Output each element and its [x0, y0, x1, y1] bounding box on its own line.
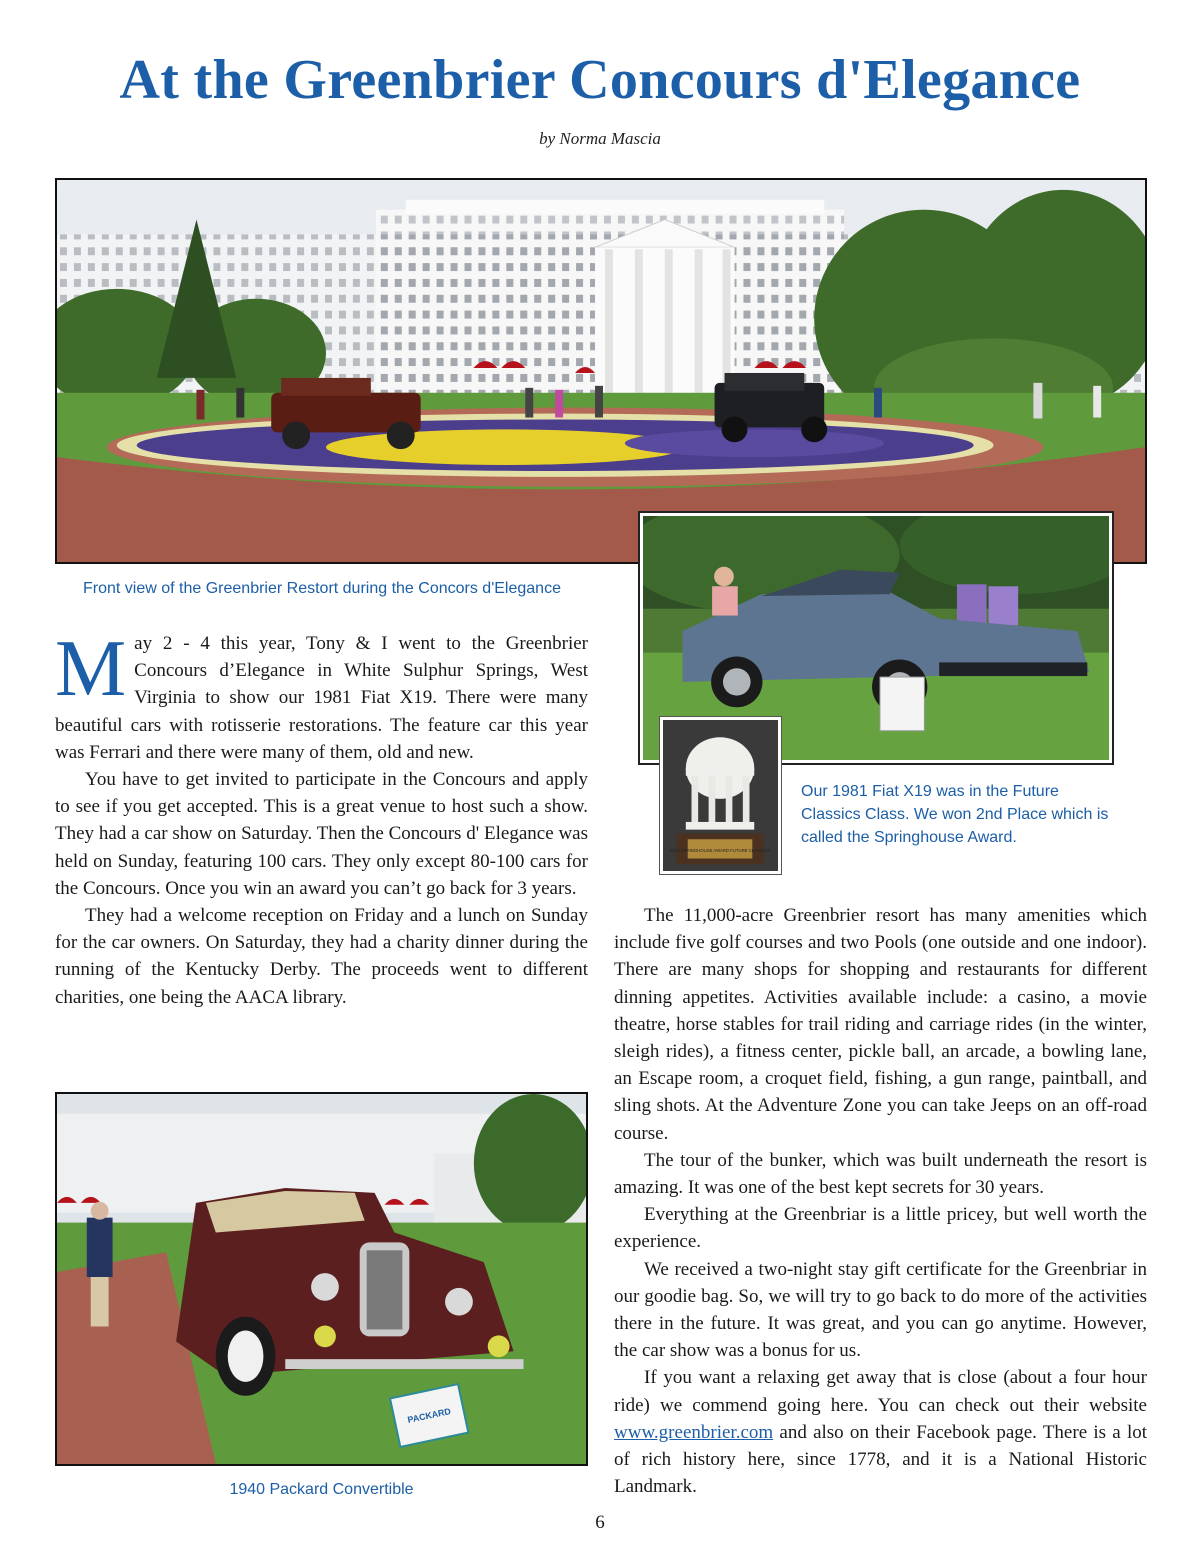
greenbrier-website-link[interactable]: www.greenbrier.com [614, 1421, 774, 1443]
right-column-text [614, 902, 1147, 1500]
trophy-photo [660, 717, 781, 874]
left-paragraph-1: ay 2 - 4 this year, Tony & I went to the Greenbrier Concours d’Elegance in White Sulphur Springs, West Virginia to show our 1981 Fiat X19. There were many beautiful cars with rotisserie restorations. The feature car this year was Ferrari and there were many of them, old and new. [55, 633, 588, 763]
left-column-text [55, 625, 588, 1011]
page-number: 6 [595, 1512, 605, 1533]
resort-photo [55, 178, 1147, 564]
right-paragraph-5-start: If you want a relaxing get away that is close (about a four hour ride) we commend going here. You can check out their website [614, 1367, 1147, 1416]
trophy-image [663, 720, 778, 871]
right-paragraph-2: The tour of the bunker, which was built underneath the resort is amazing. It was one of the best kept secrets for 30 years. [614, 1149, 1147, 1199]
right-paragraph-3: Everything at the Greenbriar is a little pricey, but well worth the experience. [614, 1204, 1147, 1253]
right-paragraph-5-end: and also on their Facebook page. There is a lot of rich history here, since 1778, and it is a National Historic Landmark. [614, 1421, 1148, 1498]
article-title: At the Greenbrier Concours d'Elegance [119, 49, 1081, 111]
resort-photo-caption: Front view of the Greenbrier Restort during the Concors d'Elegance [83, 580, 561, 597]
packard-photo-image [57, 1094, 586, 1464]
resort-photo-image [57, 180, 1145, 562]
packard-sign-text: PACKARD [406, 1406, 452, 1425]
packard-photo-caption: 1940 Packard Convertible [229, 1481, 414, 1498]
packard-photo [55, 1092, 588, 1466]
fiat-photo-caption: Our 1981 Fiat X19 was in the Future Classics Class. We won 2nd Place which is called the Springhouse Award. [801, 783, 1109, 846]
trophy-plaque-text: 2021 SPRINGHOUSE AWARD FUTURE CLASSICS [670, 847, 770, 853]
right-paragraph-1: The 11,000-acre Greenbrier resort has many amenities which include five golf courses and two Pools (one outside and one indoor). There are many shops for shopping and restaurants for different dinning appetites. Activities available include: a casino, a movie theatre, horse stables for trail riding and carriage rides (in the winter, sleigh rides), a fitness center, pickle ball, an arcade, a bowling lane, an Escape room, a croquet field, fishing, a gun range, paintball, and sling shots. At the Adventure Zone you can take Jeeps on an off-road course. [614, 905, 1147, 1144]
right-paragraph-4: We received a two-night stay gift certificate for the Greenbriar in our goodie bag. So, we will try to go back to do more of the activities there in the future. It was great, and you can go anytime. However, the car show was a bonus for us. [614, 1258, 1147, 1362]
drop-cap: M [55, 625, 127, 713]
left-paragraph-3: They had a welcome reception on Friday and a lunch on Sunday for the car owners. On Saturday, they had a charity dinner during the running of the Kentucky Derby. The proceeds went to different charities, one being the AACA library. [55, 905, 588, 1008]
left-paragraph-2: You have to get invited to participate in the Concours and apply to see if you get accepted. This is a great venue to host such a show. They had a car show on Saturday. Then the Concours d' Elegance was held on Sunday, featuring 100 cars. They only except 80-100 cars for the Concours. Once you win an award you can’t go back for 3 years. [55, 769, 588, 899]
byline: by Norma Mascia [539, 129, 661, 148]
